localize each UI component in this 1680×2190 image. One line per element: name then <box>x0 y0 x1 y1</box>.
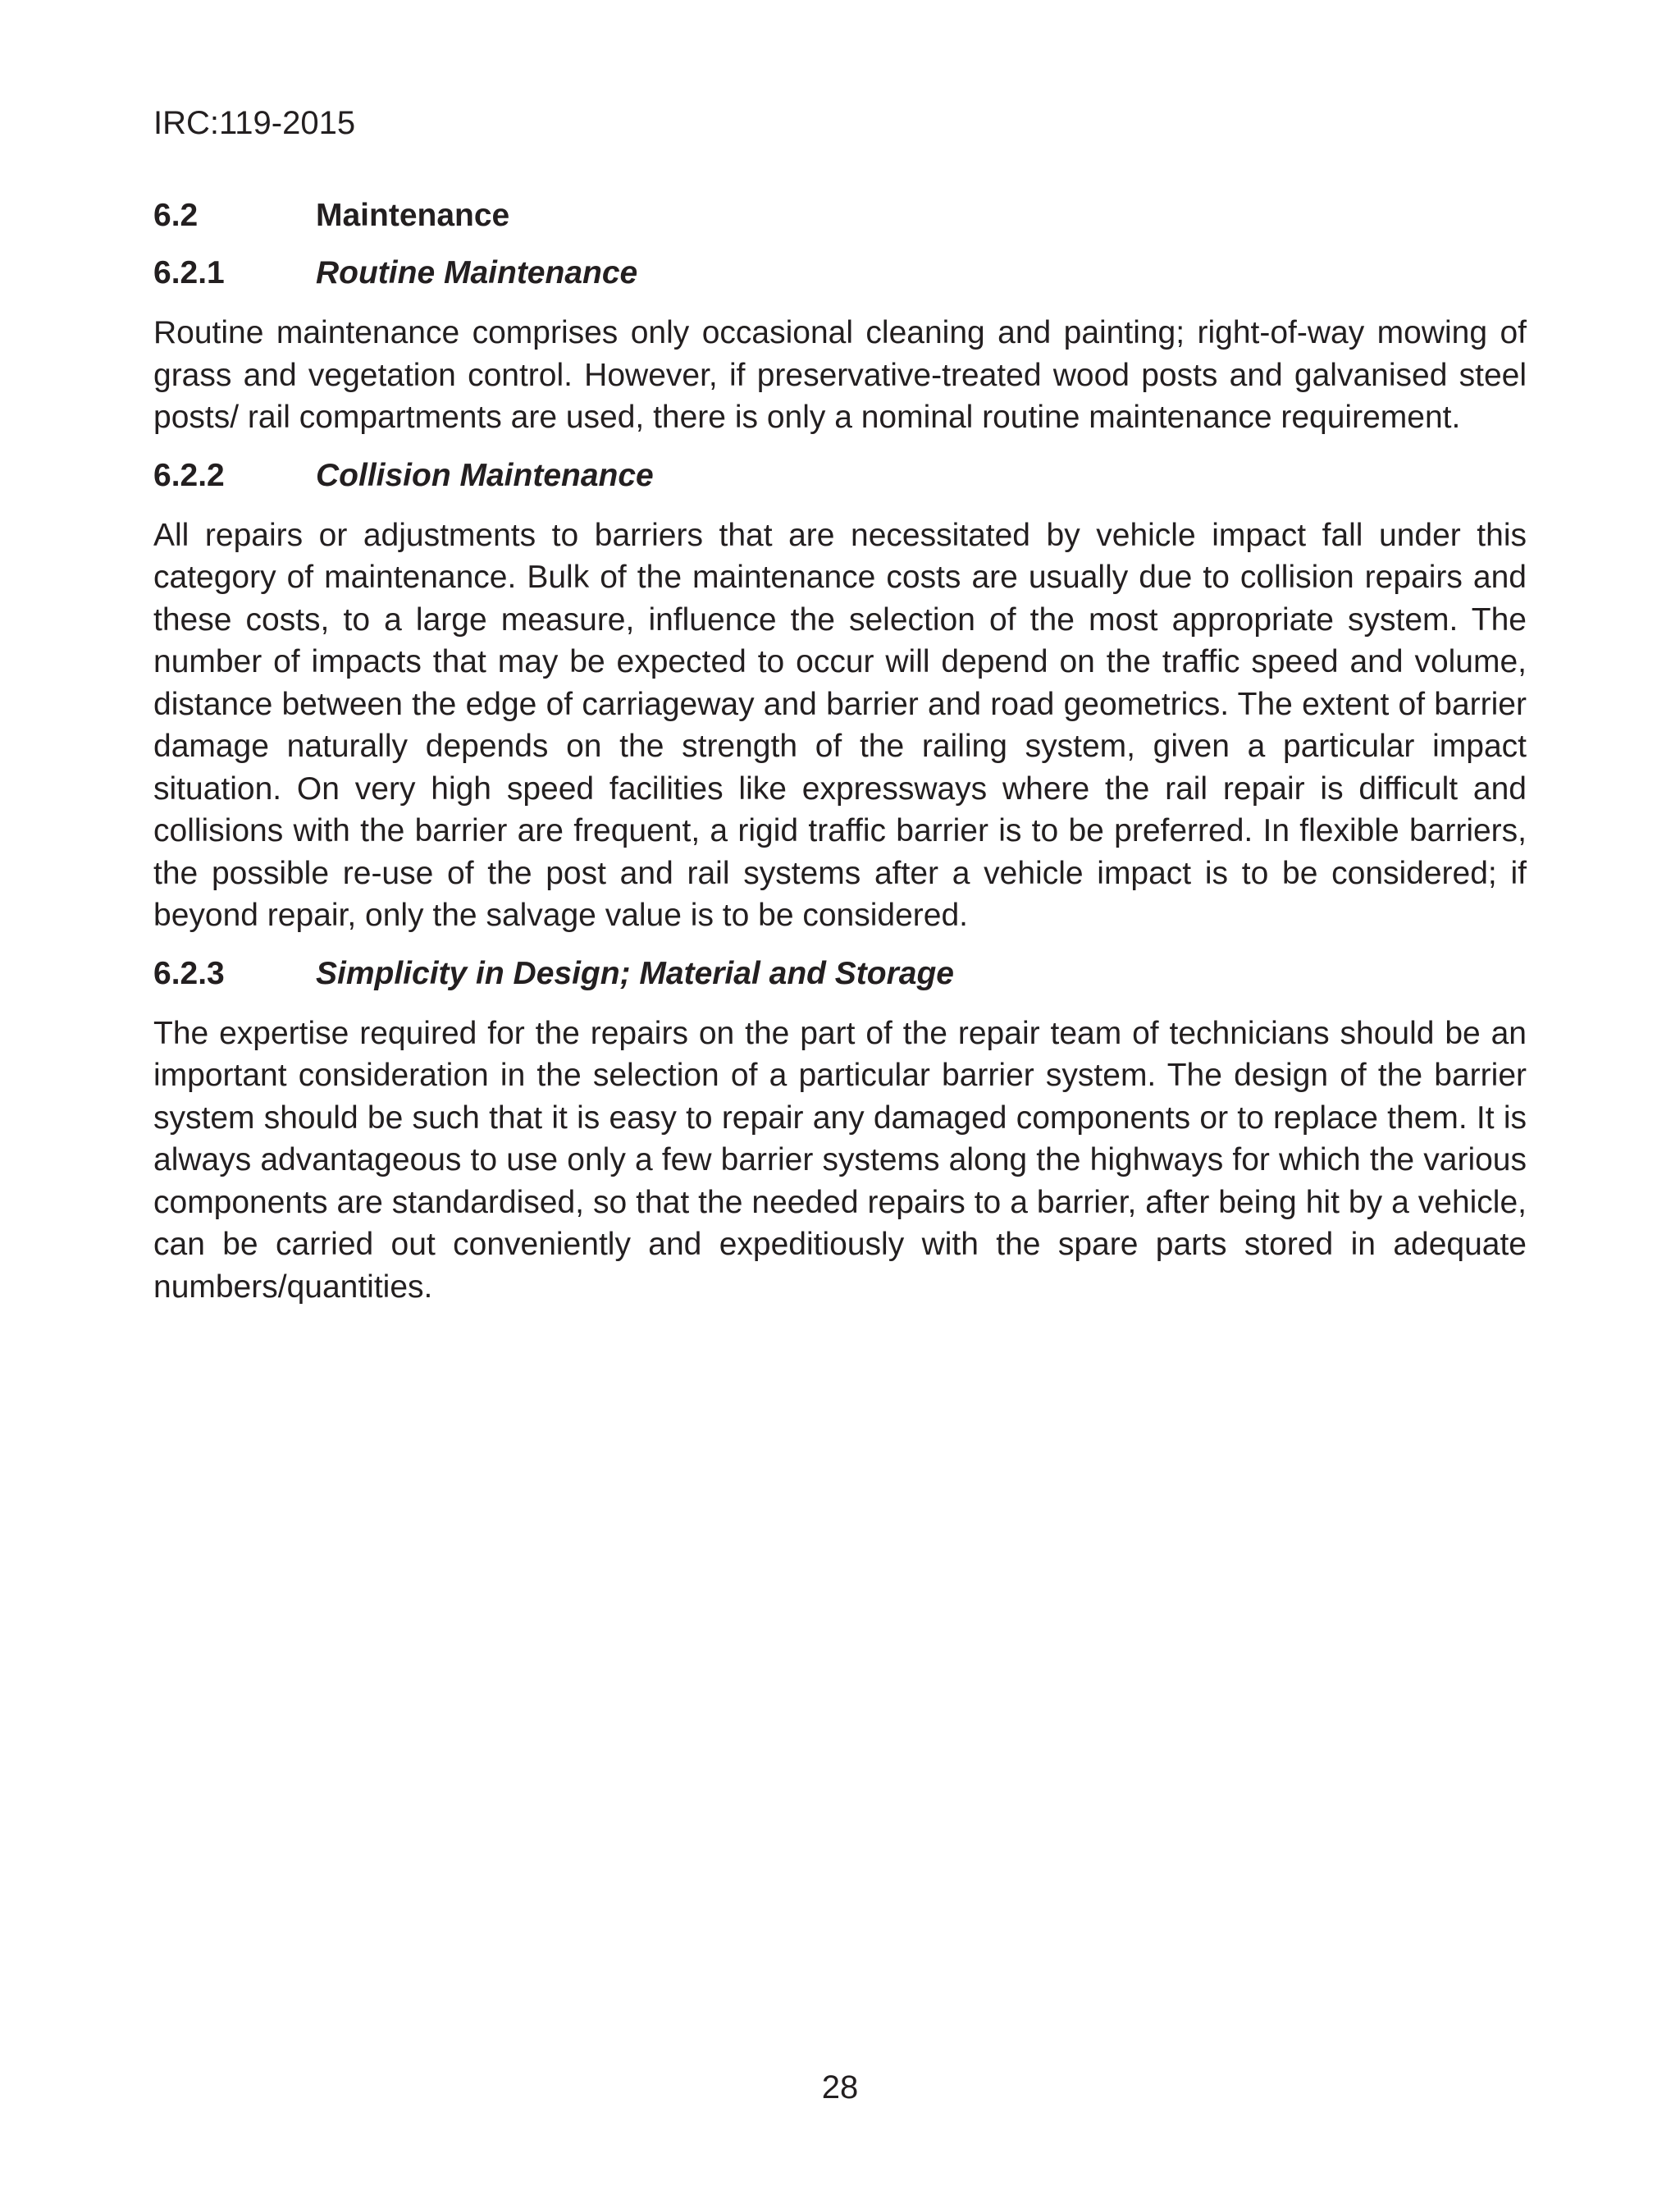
subsection-number: 6.2.3 <box>153 955 225 991</box>
subsection-title: Collision Maintenance <box>316 457 654 493</box>
section-title: Maintenance <box>316 198 510 233</box>
subsection-heading-6-2-2 <box>153 455 1527 496</box>
subsection-number: 6.2.2 <box>153 457 225 493</box>
page-number: 28 <box>821 2069 859 2105</box>
paragraph-simplicity-in-design: The expertise required for the repairs on the part of the repair team of technicians should be an important consideration in the selection of a particular barrier system. The design of the barrier system should be such that it is easy to repair any damaged components or to replace them. It is always advantageous to use only a few barrier systems along the highways for which the various components are standardised, so that the needed repairs to a barrier, after being hit by a vehicle, can be carried out conveniently and expeditiously with the spare parts stored in adequate numbers/quantities. <box>153 1015 1527 1305</box>
subsection-title: Simplicity in Design; Material and Storage <box>316 955 955 991</box>
subsection-number: 6.2.1 <box>153 255 225 290</box>
subsection-title: Routine Maintenance <box>316 255 638 290</box>
running-header: IRC:119-2015 <box>153 105 356 141</box>
paragraph-routine-maintenance: Routine maintenance comprises only occasional cleaning and painting; right-of-way mowing of grass and vegetation control. However, if preservative-treated wood posts and galvanised steel posts/ rail compartments are used, there is only a nominal routine maintenance requirement. <box>153 315 1527 435</box>
paragraph-collision-maintenance: All repairs or adjustments to barriers that are necessitated by vehicle impact fall under this category of maintenance. Bulk of the maintenance costs are usually due to collision repairs and these costs, to a large measure, influence the selection of the most appropriate system. The number of impacts that may be expected to occur will depend on the traffic speed and volume, distance between the edge of carriageway and barrier and road geometrics. The extent of barrier damage naturally depends on the strength of the railing system, given a particular impact situation. On very high speed facilities like expressways where the rail repair is difficult and collisions with the barrier are frequent, a rigid traffic barrier is to be preferred. In flexible barriers, the possible re-use of the post and rail systems after a vehicle impact is to be considered; if beyond repair, only the salvage value is to be considered. <box>153 517 1527 933</box>
section-number: 6.2 <box>153 198 199 233</box>
subsection-heading-6-2-1 <box>153 253 1527 294</box>
section-heading-6-2 <box>153 195 1527 236</box>
subsection-heading-6-2-3 <box>153 953 1527 994</box>
page-content <box>153 195 1527 1308</box>
